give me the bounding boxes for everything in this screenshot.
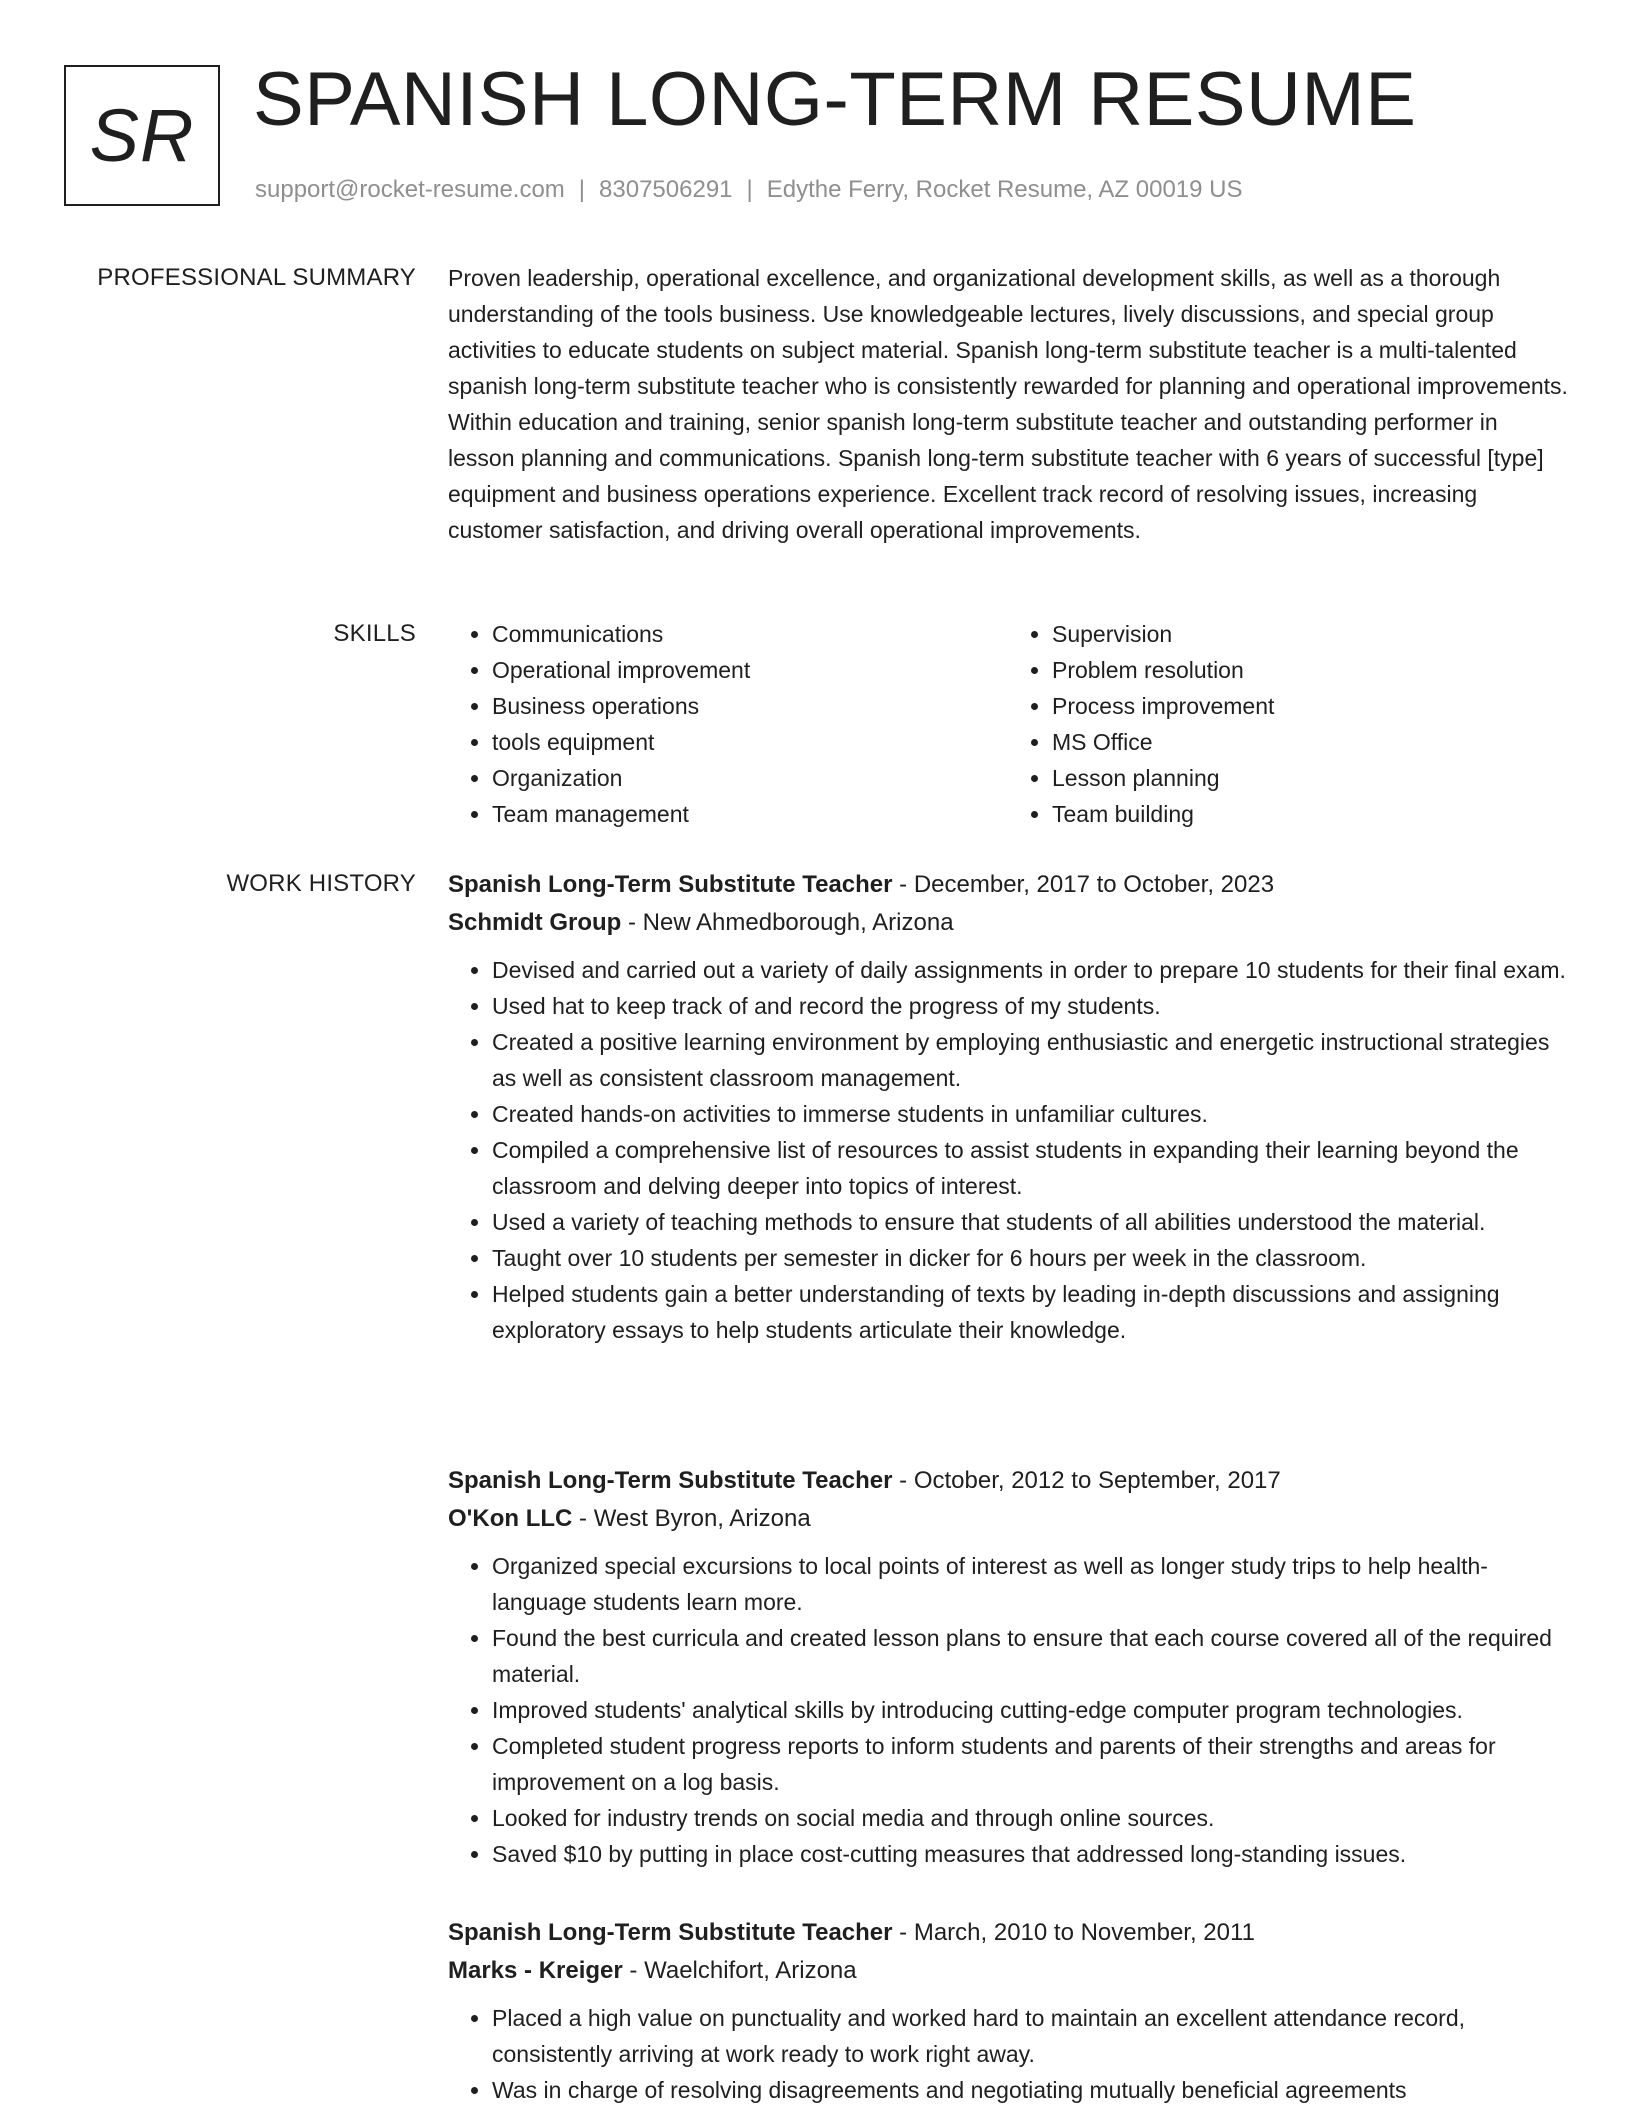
section-heading-work-history: WORK HISTORY [226, 870, 416, 897]
job-entry [448, 866, 1568, 1348]
job-bullet: • Devised and carried out a variety of daily assignments in order to prepare 10 students for their final exam. [492, 952, 1568, 988]
job-dates: - October, 2012 to September, 2017 [892, 1467, 1281, 1494]
skill-item: • tools equipment [492, 724, 1008, 760]
job-location: - West Byron, Arizona [572, 1505, 811, 1532]
job-bullet: • Looked for industry trends on social media and through online sources. [492, 1800, 1568, 1836]
job-bullet: • Created a positive learning environment by employing enthusiastic and energetic instructional strategies as well as consistent classroom management. [492, 1024, 1568, 1096]
job-bullet-list [448, 1548, 1568, 1872]
skill-item: • Business operations [492, 688, 1008, 724]
job-bullet: • Created hands-on activities to immerse students in unfamiliar cultures. [492, 1096, 1568, 1132]
job-bullet: • Compiled a comprehensive list of resources to assist students in expanding their learning beyond the classroom and delving deeper into topics of interest. [492, 1132, 1568, 1204]
skill-item: • Team building [1052, 796, 1568, 832]
job-bullet: • Found the best curricula and created lesson plans to ensure that each course covered all of the required material. [492, 1620, 1568, 1692]
skill-item: • Process improvement [1052, 688, 1568, 724]
job-company: Marks - Kreiger [448, 1957, 623, 1984]
job-company: O'Kon LLC [448, 1505, 573, 1532]
job-title-line [448, 866, 1568, 904]
skill-item: • Team management [492, 796, 1008, 832]
section-heading-skills: SKILLS [333, 620, 416, 647]
job-title: Spanish Long-Term Substitute Teacher [448, 1467, 893, 1494]
job-title-line [448, 1914, 1568, 1952]
job-bullet: • Saved $10 by putting in place cost-cutting measures that addressed long-standing issues. [492, 1836, 1568, 1872]
monogram-logo: SR [64, 65, 220, 206]
job-title: Spanish Long-Term Substitute Teacher [448, 1919, 893, 1946]
skill-item: • Lesson planning [1052, 760, 1568, 796]
job-bullet: • Used hat to keep track of and record the progress of my students. [492, 988, 1568, 1024]
skill-item: • Organization [492, 760, 1008, 796]
job-bullet: • Completed student progress reports to inform students and parents of their strengths and areas for improvement on a log basis. [492, 1728, 1568, 1800]
skill-item: • Supervision [1052, 616, 1568, 652]
job-bullet: • Taught over 10 students per semester in dicker for 6 hours per week in the classroom. [492, 1240, 1568, 1276]
skills-grid [448, 616, 1568, 832]
summary-text: Proven leadership, operational excellence, and organizational development skills, as well as a thorough understanding of the tools business. Use knowledgeable lectures, lively discussions, and special group activities to educate students on subject material. Spanish long-term substitute teacher is a multi-talented spanish long-term substitute teacher who is consistently rewarded for planning and operational improvements. Within education and training, senior spanish long-term substitute teacher and outstanding performer in lesson planning and communications. Spanish long-term substitute teacher with 6 years of successful [type] equipment and business operations experience. Excellent track record of resolving issues, increasing customer satisfaction, and driving overall operational improvements. [448, 265, 1568, 543]
job-bullet: • Organized special excursions to local points of interest as well as longer study trips to help health-language students learn more. [492, 1548, 1568, 1620]
job-bullet: • Used a variety of teaching methods to ensure that students of all abilities understood the material. [492, 1204, 1568, 1240]
contact-email[interactable]: support@rocket-resume.com [255, 176, 565, 203]
job-dates: - December, 2017 to October, 2023 [892, 871, 1275, 898]
skill-item: • Operational improvement [492, 652, 1008, 688]
contact-line [255, 174, 1243, 206]
job-bullet: • Improved students' analytical skills by introducing cutting-edge computer program technologies. [492, 1692, 1568, 1728]
skill-item: • Problem resolution [1052, 652, 1568, 688]
job-company-line [448, 1952, 1568, 1990]
resume-title: SPANISH LONG-TERM RESUME [253, 57, 1417, 142]
job-entry [448, 1914, 1568, 2108]
job-company-line [448, 1500, 1568, 1538]
job-bullet: • Helped students gain a better understanding of texts by leading in-depth discussions and assigning exploratory essays to help students articulate their knowledge. [492, 1276, 1568, 1348]
skills-column-right [1008, 616, 1568, 832]
summary-body [448, 260, 1568, 548]
job-dates: - March, 2010 to November, 2011 [892, 1919, 1255, 1946]
job-bullet-list [448, 2000, 1568, 2108]
section-heading-summary: PROFESSIONAL SUMMARY [97, 264, 416, 291]
job-title-line [448, 1462, 1568, 1500]
job-entry [448, 1462, 1568, 1872]
contact-separator: | [578, 176, 586, 203]
skills-body [448, 616, 1568, 832]
job-bullet: • Placed a high value on punctuality and worked hard to maintain an excellent attendance record, consistently arriving at work ready to work right away. [492, 2000, 1568, 2072]
job-bullet: • Was in charge of resolving disagreements and negotiating mutually beneficial agreements [492, 2072, 1568, 2108]
contact-address: Edythe Ferry, Rocket Resume, AZ 00019 US [766, 176, 1243, 203]
skill-item: • Communications [492, 616, 1008, 652]
contact-phone[interactable]: 8307506291 [599, 176, 733, 203]
job-company-line [448, 904, 1568, 942]
job-bullet-list [448, 952, 1568, 1348]
skill-item: • MS Office [1052, 724, 1568, 760]
job-title: Spanish Long-Term Substitute Teacher [448, 871, 893, 898]
job-location: - New Ahmedborough, Arizona [621, 909, 954, 936]
job-company: Schmidt Group [448, 909, 622, 936]
skills-column-left [448, 616, 1008, 832]
contact-separator: | [746, 176, 753, 203]
job-location: - Waelchifort, Arizona [622, 1957, 857, 1984]
